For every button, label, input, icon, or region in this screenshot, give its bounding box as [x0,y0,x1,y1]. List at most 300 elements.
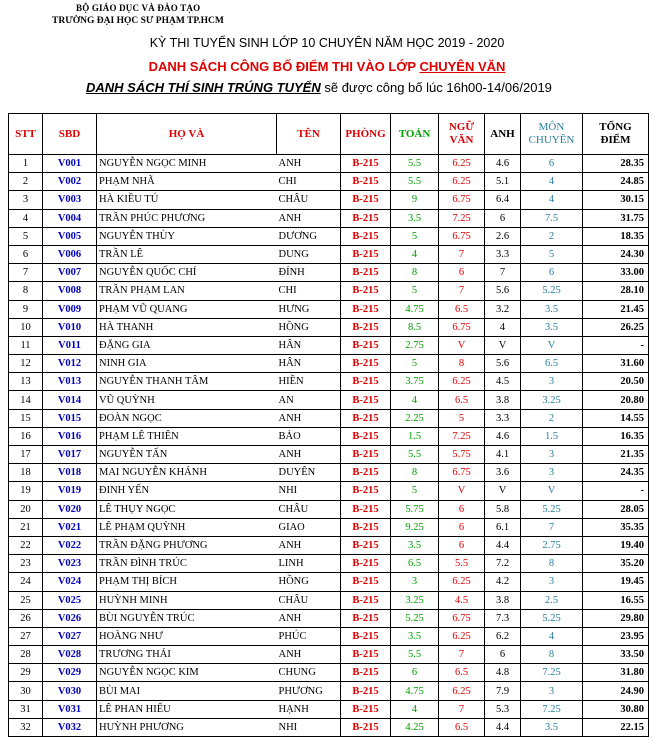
table-row [9,682,649,700]
cell-monchuyen: 3.5 [521,300,583,318]
cell-monchuyen: V [521,336,583,354]
cell-toan: 9 [391,191,439,209]
cell-stt: 29 [9,664,43,682]
cell-ten: CHÂU [277,591,341,609]
cell-nguvan: 6.25 [439,573,485,591]
cell-ho: LÊ PHẠM QUỲNH [97,518,277,536]
cell-monchuyen: 3 [521,373,583,391]
cell-toan: 8 [391,264,439,282]
cell-ho: MAI NGUYỄN KHÁNH [97,464,277,482]
cell-toan: 8 [391,464,439,482]
cell-ho: PHẠM NHÃ [97,173,277,191]
cell-sbd: V028 [43,646,97,664]
cell-phong: B-215 [341,536,391,554]
cell-anh: 4.6 [485,155,521,173]
cell-phong: B-215 [341,409,391,427]
cell-ten: BẢO [277,427,341,445]
cell-sbd: V013 [43,373,97,391]
cell-tong: 23.95 [583,627,649,645]
table-row [9,355,649,373]
table-row [9,318,649,336]
cell-tong: - [583,336,649,354]
cell-sbd: V007 [43,264,97,282]
cell-toan: 4 [391,700,439,718]
cell-sbd: V017 [43,446,97,464]
col-nguvan-line2: VĂN [449,134,474,146]
cell-nguvan: 6.75 [439,609,485,627]
cell-ten: CHI [277,173,341,191]
cell-monchuyen: 6 [521,155,583,173]
cell-stt: 19 [9,482,43,500]
cell-toan: 6.5 [391,555,439,573]
cell-ho: TRẦN LÊ [97,245,277,263]
cell-anh: V [485,482,521,500]
cell-ho: NGUYỄN NGỌC MINH [97,155,277,173]
cell-stt: 3 [9,191,43,209]
cell-toan: 4.25 [391,718,439,736]
cell-nguvan: V [439,482,485,500]
cell-stt: 31 [9,700,43,718]
col-sbd: SBD [43,114,97,155]
cell-ten: CHUNG [277,664,341,682]
col-tong-line1: TỔNG [599,121,632,134]
cell-tong: 19.40 [583,536,649,554]
cell-anh: 5.6 [485,355,521,373]
cell-ten: CHI [277,282,341,300]
cell-phong: B-215 [341,427,391,445]
cell-toan: 8.5 [391,318,439,336]
cell-tong: 28.05 [583,500,649,518]
cell-phong: B-215 [341,300,391,318]
cell-anh: V [485,336,521,354]
cell-toan: 5.5 [391,446,439,464]
cell-ten: ANH [277,536,341,554]
cell-ten: LINH [277,555,341,573]
cell-nguvan: 6.75 [439,227,485,245]
cell-tong: 31.60 [583,355,649,373]
cell-ten: HIỀN [277,373,341,391]
cell-monchuyen: 8 [521,646,583,664]
cell-ten: ANH [277,155,341,173]
cell-nguvan: 7 [439,245,485,263]
cell-phong: B-215 [341,682,391,700]
cell-sbd: V008 [43,282,97,300]
list-title [0,59,654,74]
cell-anh: 6.4 [485,191,521,209]
cell-sbd: V009 [43,300,97,318]
cell-anh: 2.6 [485,227,521,245]
cell-stt: 32 [9,718,43,736]
cell-monchuyen: 3.25 [521,391,583,409]
cell-toan: 5.75 [391,500,439,518]
cell-monchuyen: 5 [521,245,583,263]
cell-monchuyen: 6 [521,264,583,282]
cell-ho: NGUYỄN NGỌC KIM [97,664,277,682]
cell-nguvan: 5 [439,409,485,427]
cell-tong: 24.85 [583,173,649,191]
score-rows [9,155,649,737]
table-row [9,609,649,627]
cell-ten: ANH [277,646,341,664]
cell-tong: - [583,482,649,500]
cell-monchuyen: 7.25 [521,700,583,718]
cell-tong: 24.35 [583,464,649,482]
cell-ho: VŨ QUỲNH [97,391,277,409]
header-row [9,114,649,155]
table-row [9,427,649,445]
cell-anh: 4 [485,318,521,336]
cell-anh: 7.9 [485,682,521,700]
cell-stt: 21 [9,518,43,536]
table-row [9,718,649,736]
cell-toan: 3 [391,573,439,591]
cell-anh: 4.4 [485,718,521,736]
cell-ten: GIAO [277,518,341,536]
cell-stt: 22 [9,536,43,554]
cell-anh: 5.3 [485,700,521,718]
cell-ten: DUYÊN [277,464,341,482]
cell-ho: LÊ PHAN HIẾU [97,700,277,718]
col-nguvan [439,114,485,155]
cell-ten: HÂN [277,336,341,354]
cell-sbd: V029 [43,664,97,682]
school-label: TRƯỜNG ĐẠI HỌC SƯ PHẠM TP.HCM [52,16,224,26]
cell-ten: DƯƠNG [277,227,341,245]
cell-stt: 6 [9,245,43,263]
cell-phong: B-215 [341,664,391,682]
col-monchuyen [521,114,583,155]
cell-anh: 3.2 [485,300,521,318]
cell-monchuyen: 1.5 [521,427,583,445]
cell-sbd: V024 [43,573,97,591]
cell-monchuyen: 2.5 [521,591,583,609]
cell-phong: B-215 [341,518,391,536]
col-ho: HỌ VÀ [97,114,277,155]
table-row [9,464,649,482]
table-row [9,591,649,609]
cell-nguvan: 6.75 [439,191,485,209]
cell-nguvan: 6 [439,536,485,554]
cell-phong: B-215 [341,209,391,227]
cell-tong: 19.45 [583,573,649,591]
cell-tong: 18.35 [583,227,649,245]
cell-anh: 4.1 [485,446,521,464]
cell-tong: 21.45 [583,300,649,318]
table-row [9,482,649,500]
col-ten: TÊN [277,114,341,155]
cell-nguvan: 7 [439,646,485,664]
table-row [9,264,649,282]
cell-monchuyen: 3 [521,573,583,591]
cell-monchuyen: 5.25 [521,500,583,518]
table-row [9,646,649,664]
cell-stt: 17 [9,446,43,464]
cell-anh: 4.8 [485,664,521,682]
cell-monchuyen: 5.25 [521,282,583,300]
cell-ten: PHÚC [277,627,341,645]
cell-ho: NGUYỄN THÙY [97,227,277,245]
table-row [9,282,649,300]
cell-sbd: V031 [43,700,97,718]
cell-monchuyen: 4 [521,191,583,209]
cell-toan: 9.25 [391,518,439,536]
cell-tong: 24.90 [583,682,649,700]
cell-nguvan: 6.25 [439,173,485,191]
cell-toan: 5 [391,482,439,500]
cell-tong: 16.35 [583,427,649,445]
cell-phong: B-215 [341,355,391,373]
cell-stt: 13 [9,373,43,391]
cell-monchuyen: 7.25 [521,664,583,682]
cell-tong: 20.50 [583,373,649,391]
cell-stt: 14 [9,391,43,409]
cell-nguvan: 6.5 [439,664,485,682]
cell-sbd: V003 [43,191,97,209]
list-title-prefix: DANH SÁCH CÔNG BỐ ĐIỂM THI VÀO LỚP [148,59,420,74]
col-anh: ANH [485,114,521,155]
cell-toan: 3.75 [391,373,439,391]
cell-anh: 3.3 [485,409,521,427]
table-row [9,336,649,354]
table-row [9,173,649,191]
cell-nguvan: 6.75 [439,464,485,482]
cell-stt: 24 [9,573,43,591]
cell-anh: 3.6 [485,464,521,482]
cell-nguvan: 6.25 [439,682,485,700]
cell-sbd: V002 [43,173,97,191]
cell-anh: 7.3 [485,609,521,627]
cell-tong: 35.35 [583,518,649,536]
cell-toan: 5.5 [391,173,439,191]
cell-tong: 26.25 [583,318,649,336]
cell-phong: B-215 [341,282,391,300]
cell-ten: PHƯƠNG [277,682,341,700]
cell-ho: TRẦN ĐẶNG PHƯƠNG [97,536,277,554]
cell-ten: CHÂU [277,500,341,518]
cell-monchuyen: 7 [521,518,583,536]
cell-ho: TRƯƠNG THÁI [97,646,277,664]
cell-stt: 1 [9,155,43,173]
cell-phong: B-215 [341,191,391,209]
cell-ten: ANH [277,609,341,627]
score-table [8,113,649,737]
cell-ho: ĐINH YẾN [97,482,277,500]
cell-toan: 5 [391,227,439,245]
cell-anh: 4.4 [485,536,521,554]
cell-ho: TRẦN ĐÌNH TRÚC [97,555,277,573]
cell-ten: HỒNG [277,573,341,591]
cell-ho: TRẦN PHÚC PHƯƠNG [97,209,277,227]
cell-phong: B-215 [341,173,391,191]
cell-sbd: V018 [43,464,97,482]
cell-phong: B-215 [341,591,391,609]
cell-tong: 30.15 [583,191,649,209]
cell-ten: ĐỈNH [277,264,341,282]
cell-stt: 15 [9,409,43,427]
col-monchuyen-line1: MÔN [538,121,565,134]
cell-tong: 16.55 [583,591,649,609]
cell-toan: 5 [391,355,439,373]
cell-toan: 3.25 [391,591,439,609]
cell-stt: 4 [9,209,43,227]
cell-toan: 3.5 [391,627,439,645]
cell-nguvan: V [439,336,485,354]
cell-anh: 6 [485,209,521,227]
cell-sbd: V006 [43,245,97,263]
cell-stt: 12 [9,355,43,373]
cell-ho: PHẠM VŨ QUANG [97,300,277,318]
cell-sbd: V026 [43,609,97,627]
table-row [9,536,649,554]
cell-ho: HÀ THANH [97,318,277,336]
cell-phong: B-215 [341,555,391,573]
cell-phong: B-215 [341,573,391,591]
cell-sbd: V023 [43,555,97,573]
cell-nguvan: 5.5 [439,555,485,573]
notice-bold: DANH SÁCH THÍ SINH TRÚNG TUYỂN [86,80,321,95]
cell-monchuyen: 3 [521,446,583,464]
cell-tong: 21.35 [583,446,649,464]
cell-ho: HOÀNG NHƯ [97,627,277,645]
cell-phong: B-215 [341,373,391,391]
cell-sbd: V019 [43,482,97,500]
cell-monchuyen: 3.5 [521,318,583,336]
cell-ten: HỒNG [277,318,341,336]
cell-nguvan: 6.25 [439,155,485,173]
cell-phong: B-215 [341,482,391,500]
cell-ten: AN [277,391,341,409]
cell-phong: B-215 [341,264,391,282]
cell-monchuyen: 4 [521,173,583,191]
cell-anh: 6.1 [485,518,521,536]
table-row [9,391,649,409]
cell-nguvan: 6.75 [439,318,485,336]
cell-anh: 3.3 [485,245,521,263]
cell-ho: NINH GIA [97,355,277,373]
cell-ho: NGUYỄN TẤN [97,446,277,464]
cell-phong: B-215 [341,318,391,336]
cell-anh: 6 [485,646,521,664]
cell-ho: NGUYỄN QUỐC CHÍ [97,264,277,282]
cell-stt: 16 [9,427,43,445]
cell-toan: 4.75 [391,682,439,700]
cell-sbd: V012 [43,355,97,373]
cell-anh: 5.1 [485,173,521,191]
cell-stt: 23 [9,555,43,573]
exam-title: KỲ THI TUYỂN SINH LỚP 10 CHUYÊN NĂM HỌC 2019 - 2020 [149,36,505,50]
cell-phong: B-215 [341,646,391,664]
cell-phong: B-215 [341,500,391,518]
cell-ten: NHI [277,718,341,736]
cell-phong: B-215 [341,464,391,482]
cell-anh: 5.6 [485,282,521,300]
cell-phong: B-215 [341,336,391,354]
cell-stt: 5 [9,227,43,245]
cell-ten: ANH [277,209,341,227]
cell-phong: B-215 [341,700,391,718]
cell-stt: 7 [9,264,43,282]
table-row [9,245,649,263]
cell-nguvan: 7 [439,282,485,300]
table-row [9,155,649,173]
cell-ten: HẠNH [277,700,341,718]
cell-stt: 10 [9,318,43,336]
cell-monchuyen: 2 [521,409,583,427]
cell-sbd: V025 [43,591,97,609]
col-nguvan-line1: NGỮ [448,121,475,134]
cell-monchuyen: 3 [521,682,583,700]
col-toan: TOÁN [391,114,439,155]
cell-ho: PHẠM THỊ BÍCH [97,573,277,591]
cell-ten: HƯNG [277,300,341,318]
cell-toan: 6 [391,664,439,682]
cell-sbd: V011 [43,336,97,354]
cell-ho: NGUYỄN THANH TÂM [97,373,277,391]
cell-ten: NHI [277,482,341,500]
ministry-label: BỘ GIÁO DỤC VÀ ĐÀO TẠO [76,3,201,13]
cell-ho: LÊ THỤY NGỌC [97,500,277,518]
cell-toan: 3.5 [391,209,439,227]
cell-toan: 4 [391,391,439,409]
cell-toan: 3.5 [391,536,439,554]
cell-phong: B-215 [341,155,391,173]
cell-tong: 20.80 [583,391,649,409]
cell-toan: 2.75 [391,336,439,354]
cell-phong: B-215 [341,391,391,409]
cell-sbd: V015 [43,409,97,427]
cell-anh: 4.5 [485,373,521,391]
cell-monchuyen: 7.5 [521,209,583,227]
cell-anh: 7 [485,264,521,282]
cell-ho: BÙI NGUYỄN TRÚC [97,609,277,627]
table-row [9,555,649,573]
cell-phong: B-215 [341,718,391,736]
cell-stt: 27 [9,627,43,645]
table-row [9,573,649,591]
cell-nguvan: 6.5 [439,391,485,409]
cell-toan: 5.25 [391,609,439,627]
cell-ten: ANH [277,446,341,464]
cell-tong: 33.00 [583,264,649,282]
cell-ho: HÀ KIỀU TÚ [97,191,277,209]
cell-monchuyen: 3 [521,464,583,482]
cell-tong: 31.80 [583,664,649,682]
cell-anh: 6.2 [485,627,521,645]
cell-ho: TRẦN PHẠM LAN [97,282,277,300]
cell-ten: ANH [277,409,341,427]
cell-tong: 33.50 [583,646,649,664]
cell-monchuyen: 5.25 [521,609,583,627]
publish-notice [86,80,552,95]
col-monchuyen-line2: CHUYÊN [528,134,575,146]
table-row [9,191,649,209]
cell-ho: ĐẶNG GIA [97,336,277,354]
cell-nguvan: 6.5 [439,718,485,736]
table-row [9,209,649,227]
cell-ho: PHẠM LÊ THIÊN [97,427,277,445]
cell-nguvan: 6 [439,500,485,518]
table-row [9,500,649,518]
cell-stt: 28 [9,646,43,664]
table-row [9,300,649,318]
cell-tong: 28.10 [583,282,649,300]
table-row [9,518,649,536]
cell-tong: 29.80 [583,609,649,627]
cell-ten: DUNG [277,245,341,263]
cell-toan: 4 [391,245,439,263]
cell-stt: 2 [9,173,43,191]
cell-stt: 25 [9,591,43,609]
